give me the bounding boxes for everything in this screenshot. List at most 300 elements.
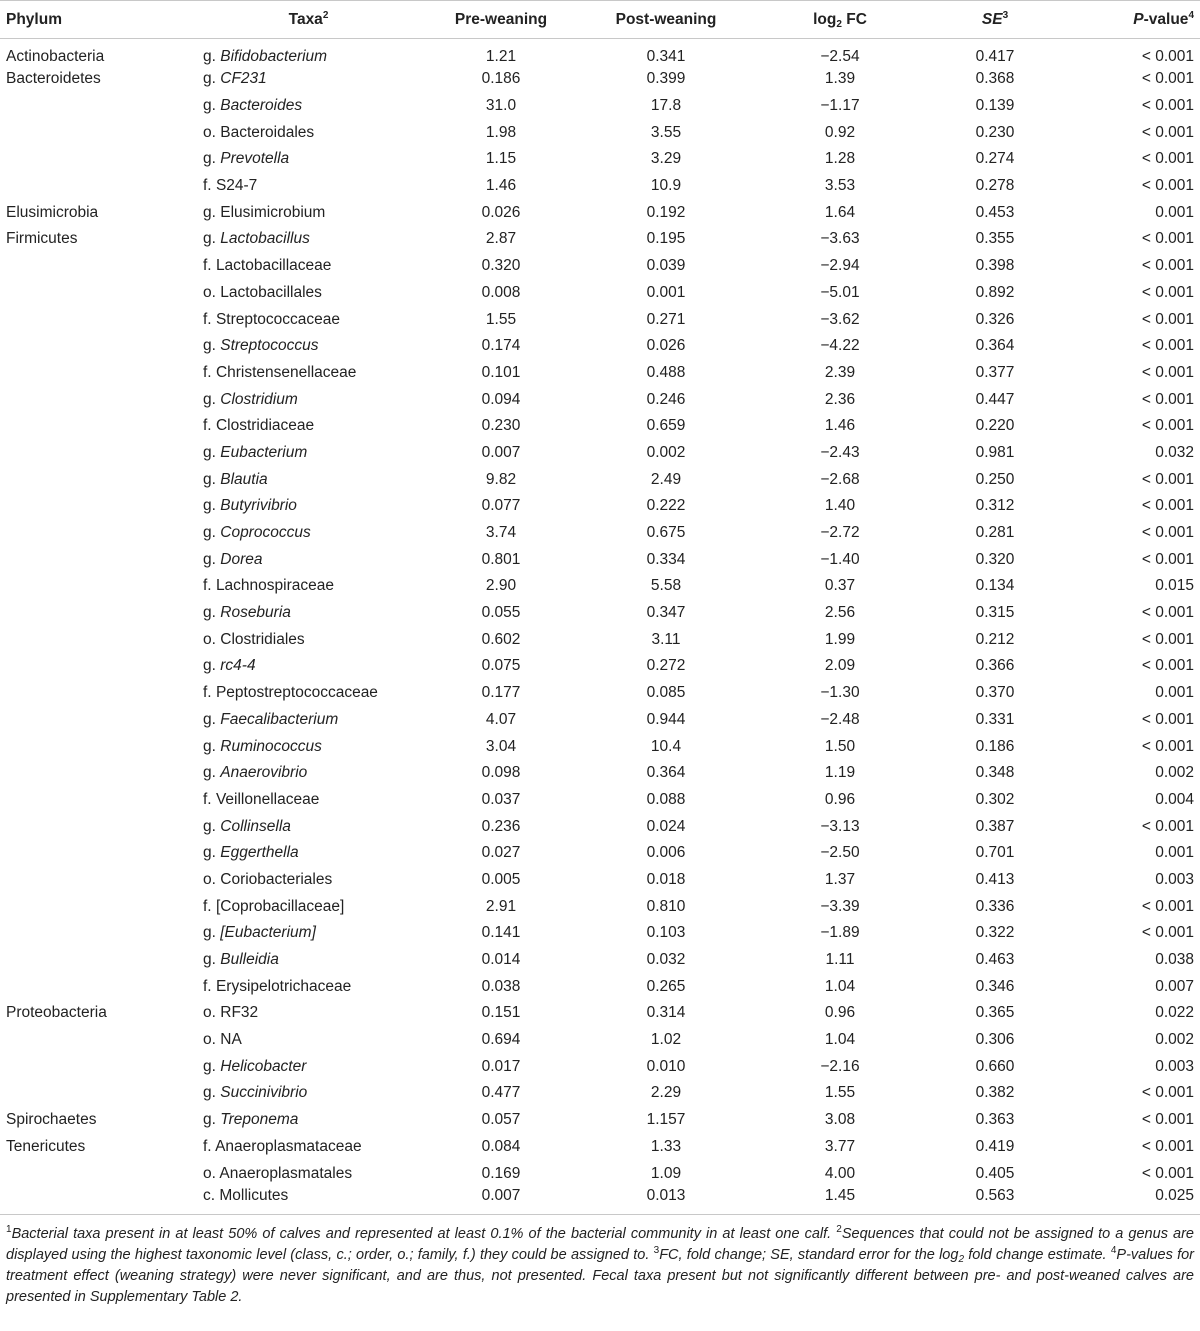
header-taxa: Taxa$^2$ xyxy=(197,1,420,39)
cell-se: 0.186 xyxy=(975,737,1015,755)
cell-taxa: g. Blautia xyxy=(203,470,268,488)
cell-pre-weaning: 0.101 xyxy=(481,363,521,381)
cell-pre-weaning: 0.007 xyxy=(481,443,521,461)
cell-phylum xyxy=(0,333,197,360)
cell-phylum xyxy=(0,360,197,387)
table-row xyxy=(0,787,1200,814)
table-row xyxy=(0,1160,1200,1187)
cell-post-weaning: 1.09 xyxy=(650,1164,682,1182)
cell-se: 0.413 xyxy=(975,870,1015,888)
table-row xyxy=(0,973,1200,1000)
cell-phylum xyxy=(0,306,197,333)
cell-taxa: g. Roseburia xyxy=(203,604,291,622)
cell-phylum xyxy=(0,840,197,867)
cell-phylum xyxy=(0,867,197,894)
cell-se: 0.398 xyxy=(975,257,1015,275)
cell-log2-fc: 1.45 xyxy=(824,1187,856,1205)
cell-pre-weaning: 0.084 xyxy=(481,1137,521,1155)
cell-p-value: < 0.001 xyxy=(1141,710,1194,728)
cell-phylum xyxy=(0,626,197,653)
cell-se: 0.419 xyxy=(975,1137,1015,1155)
cell-pre-weaning: 2.91 xyxy=(485,897,517,915)
cell-p-value: < 0.001 xyxy=(1141,150,1194,168)
cell-phylum xyxy=(0,573,197,600)
cell-taxa: g. Clostridium xyxy=(203,390,298,408)
cell-log2-fc: −2.72 xyxy=(820,524,860,542)
cell-post-weaning: 0.272 xyxy=(646,657,686,675)
cell-taxa: f. Anaeroplasmataceae xyxy=(203,1137,362,1155)
cell-p-value: 0.022 xyxy=(1155,1004,1194,1022)
cell-phylum xyxy=(0,1053,197,1080)
cell-p-value: < 0.001 xyxy=(1141,604,1194,622)
cell-log2-fc: −2.16 xyxy=(820,1057,860,1075)
header-pre-weaning: Pre-weaning xyxy=(420,1,582,39)
cell-pre-weaning: 2.90 xyxy=(485,577,517,595)
cell-pre-weaning: 1.21 xyxy=(485,48,517,65)
cell-log2-fc: −3.62 xyxy=(820,310,860,328)
cell-taxa: o. NA xyxy=(203,1031,242,1049)
cell-log2-fc: −2.43 xyxy=(820,443,860,461)
cell-pre-weaning: 3.74 xyxy=(485,524,517,542)
cell-log2-fc: 0.37 xyxy=(824,577,856,595)
table-row xyxy=(0,93,1200,120)
cell-log2-fc: 1.19 xyxy=(824,764,856,782)
cell-log2-fc: 1.04 xyxy=(824,977,856,995)
cell-p-value: 0.001 xyxy=(1155,684,1194,702)
cell-phylum xyxy=(0,546,197,573)
cell-post-weaning: 0.364 xyxy=(646,764,686,782)
cell-phylum xyxy=(0,680,197,707)
cell-phylum xyxy=(0,520,197,547)
cell-taxa: g. Helicobacter xyxy=(203,1057,307,1075)
cell-phylum xyxy=(0,707,197,734)
cell-se: 0.302 xyxy=(975,790,1015,808)
table-row xyxy=(0,1027,1200,1054)
cell-log2-fc: 1.40 xyxy=(824,497,856,515)
cell-p-value: 0.025 xyxy=(1155,1187,1194,1205)
cell-pre-weaning: 0.169 xyxy=(481,1164,521,1182)
cell-pre-weaning: 1.15 xyxy=(485,150,517,168)
table-row xyxy=(0,1187,1200,1214)
cell-se: 0.368 xyxy=(975,70,1015,88)
footnote-3: FC, fold change; SE, standard error for the $\log_2$ fold change estimate. xyxy=(659,1246,1111,1265)
cell-se: 0.453 xyxy=(975,203,1015,221)
table-row xyxy=(0,146,1200,173)
cell-post-weaning: 0.002 xyxy=(646,443,686,461)
table-row xyxy=(0,466,1200,493)
cell-p-value: < 0.001 xyxy=(1141,283,1194,301)
cell-post-weaning: 0.088 xyxy=(646,790,686,808)
table-row xyxy=(0,306,1200,333)
cell-phylum xyxy=(0,386,197,413)
cell-se: 0.250 xyxy=(975,470,1015,488)
cell-log2-fc: 4.00 xyxy=(824,1164,856,1182)
cell-pre-weaning: 4.07 xyxy=(485,710,517,728)
table-row xyxy=(0,626,1200,653)
cell-taxa: f. Peptostreptococcaceae xyxy=(203,684,378,702)
cell-p-value: < 0.001 xyxy=(1141,390,1194,408)
cell-se: 0.312 xyxy=(975,497,1015,515)
cell-se: 0.370 xyxy=(975,684,1015,702)
table-row xyxy=(0,199,1200,226)
cell-phylum xyxy=(0,413,197,440)
table-footnotes: $^1$Bacterial taxa present in at least 50% of calves and represented at least 0.1% of the bacterial community in at least one calf. $^2$Sequences that could not be assigned to a genus are displayed using the highest taxonomic level (class, c.; order, o.; family, f.) they could be assigned to. $^3$FC, fold change; SE, standard error for the $\log_2$ fold change estimate. $^4$P-values for treatment effect (weaning strategy) were never significant, and are thus, not presented. Fecal taxa present but not significantly different between pre- and post-weaned calves are presented in Supplementary Table 2. xyxy=(6,1223,1195,1305)
cell-phylum: Tenericutes xyxy=(6,1137,86,1155)
cell-post-weaning: 0.103 xyxy=(646,924,686,942)
cell-p-value: < 0.001 xyxy=(1141,417,1194,435)
cell-phylum xyxy=(0,466,197,493)
cell-taxa: g. Bulleidia xyxy=(203,951,279,969)
cell-phylum xyxy=(0,93,197,120)
cell-pre-weaning: 31.0 xyxy=(485,97,517,115)
cell-post-weaning: 0.341 xyxy=(646,48,686,65)
cell-log2-fc: 1.28 xyxy=(824,150,856,168)
table-row xyxy=(0,813,1200,840)
cell-log2-fc: 0.96 xyxy=(824,790,856,808)
table-row xyxy=(0,39,1200,67)
cell-pre-weaning: 1.46 xyxy=(485,177,517,195)
cell-taxa: g. Bacteroides xyxy=(203,97,303,115)
cell-post-weaning: 0.024 xyxy=(646,817,686,835)
cell-pre-weaning: 0.075 xyxy=(481,657,521,675)
cell-phylum xyxy=(0,600,197,627)
cell-pre-weaning: 0.230 xyxy=(481,417,521,435)
cell-pre-weaning: 0.038 xyxy=(481,977,521,995)
cell-p-value: 0.002 xyxy=(1155,1031,1194,1049)
cell-taxa: g. Bifidobacterium xyxy=(203,48,328,65)
cell-pre-weaning: 0.477 xyxy=(481,1084,521,1102)
cell-p-value: < 0.001 xyxy=(1141,97,1194,115)
cell-se: 0.417 xyxy=(975,48,1015,65)
cell-p-value: < 0.001 xyxy=(1141,310,1194,328)
cell-log2-fc: −2.50 xyxy=(820,844,860,862)
cell-p-value: < 0.001 xyxy=(1141,657,1194,675)
cell-phylum xyxy=(0,146,197,173)
cell-se: 0.278 xyxy=(975,177,1015,195)
cell-post-weaning: 0.347 xyxy=(646,604,686,622)
cell-p-value: 0.038 xyxy=(1155,951,1194,969)
cell-se: 0.363 xyxy=(975,1111,1015,1129)
table-body xyxy=(0,39,1200,1214)
cell-post-weaning: 0.488 xyxy=(646,363,686,381)
cell-p-value: < 0.001 xyxy=(1141,177,1194,195)
cell-log2-fc: −3.63 xyxy=(820,230,860,248)
cell-phylum xyxy=(0,280,197,307)
cell-log2-fc: −1.89 xyxy=(820,924,860,942)
cell-pre-weaning: 1.98 xyxy=(485,123,517,141)
cell-pre-weaning: 0.057 xyxy=(481,1111,521,1129)
cell-pre-weaning: 1.55 xyxy=(485,310,517,328)
table-row xyxy=(0,493,1200,520)
table-row xyxy=(0,893,1200,920)
footnote-4: P-values for treatment effect (weaning strategy) were never significant, and are thus, not presented. Fecal taxa present but not significantly different between pre- and post-weaned calves are presented in Supplementary Table 2. xyxy=(6,1246,1195,1305)
cell-p-value: 0.007 xyxy=(1155,977,1194,995)
cell-p-value: 0.015 xyxy=(1155,577,1194,595)
cell-pre-weaning: 2.87 xyxy=(485,230,517,248)
cell-post-weaning: 3.11 xyxy=(651,630,681,648)
cell-log2-fc: 2.56 xyxy=(824,604,856,622)
cell-taxa: f. Clostridiaceae xyxy=(203,417,315,435)
cell-post-weaning: 0.944 xyxy=(646,710,686,728)
cell-log2-fc: 1.99 xyxy=(824,630,856,648)
header-p-value: P-value$^4$ xyxy=(1060,1,1200,39)
cell-log2-fc: −5.01 xyxy=(820,283,860,301)
cell-phylum xyxy=(0,173,197,200)
cell-log2-fc: 0.96 xyxy=(824,1004,856,1022)
cell-post-weaning: 0.039 xyxy=(646,257,686,275)
table-row xyxy=(0,653,1200,680)
cell-se: 0.387 xyxy=(975,817,1015,835)
cell-log2-fc: 2.39 xyxy=(824,363,856,381)
table-row xyxy=(0,413,1200,440)
cell-se: 0.365 xyxy=(975,1004,1015,1022)
cell-log2-fc: 1.39 xyxy=(824,70,856,88)
cell-post-weaning: 3.29 xyxy=(650,150,682,168)
cell-taxa: o. Anaeroplasmatales xyxy=(203,1164,353,1182)
cell-p-value: < 0.001 xyxy=(1141,70,1194,88)
cell-taxa: f. Christensenellaceae xyxy=(203,363,357,381)
cell-se: 0.274 xyxy=(975,150,1015,168)
cell-taxa: o. Lactobacillales xyxy=(203,283,322,301)
cell-post-weaning: 1.02 xyxy=(650,1031,682,1049)
cell-phylum: Bacteroidetes xyxy=(6,70,101,88)
cell-phylum xyxy=(0,920,197,947)
table-row xyxy=(0,920,1200,947)
cell-pre-weaning: 0.098 xyxy=(481,764,521,782)
cell-se: 0.701 xyxy=(975,844,1015,862)
cell-p-value: 0.032 xyxy=(1155,443,1194,461)
cell-post-weaning: 2.49 xyxy=(650,470,682,488)
table-row xyxy=(0,733,1200,760)
cell-post-weaning: 0.006 xyxy=(646,844,686,862)
table-row xyxy=(0,680,1200,707)
cell-phylum xyxy=(0,653,197,680)
cell-taxa: o. Bacteroidales xyxy=(203,123,315,141)
cell-post-weaning: 0.399 xyxy=(646,70,686,88)
cell-se: 0.220 xyxy=(975,417,1015,435)
cell-log2-fc: −1.17 xyxy=(820,97,860,115)
cell-pre-weaning: 0.037 xyxy=(481,790,521,808)
cell-post-weaning: 3.55 xyxy=(650,123,682,141)
cell-taxa: g. Butyrivibrio xyxy=(203,497,297,515)
cell-post-weaning: 17.8 xyxy=(650,97,682,115)
table-row xyxy=(0,947,1200,974)
cell-pre-weaning: 0.801 xyxy=(481,550,521,568)
cell-se: 0.320 xyxy=(975,550,1015,568)
cell-se: 0.322 xyxy=(975,924,1015,942)
cell-taxa: g. Dorea xyxy=(203,550,263,568)
cell-taxa: g. Treponema xyxy=(203,1111,299,1129)
cell-taxa: f. Streptococcaceae xyxy=(203,310,341,328)
cell-log2-fc: −1.30 xyxy=(820,684,860,702)
cell-pre-weaning: 0.694 xyxy=(481,1031,521,1049)
cell-se: 0.463 xyxy=(975,951,1015,969)
cell-p-value: < 0.001 xyxy=(1141,337,1194,355)
cell-log2-fc: −2.48 xyxy=(820,710,860,728)
cell-taxa: g. Coprococcus xyxy=(203,524,311,542)
cell-post-weaning: 0.013 xyxy=(646,1187,686,1205)
cell-pre-weaning: 9.82 xyxy=(485,470,517,488)
cell-log2-fc: 1.64 xyxy=(824,203,856,221)
cell-phylum xyxy=(0,1080,197,1107)
cell-se: 0.331 xyxy=(975,710,1015,728)
table-row xyxy=(0,280,1200,307)
cell-p-value: < 0.001 xyxy=(1141,737,1194,755)
footnote-2: Sequences that could not be assigned to a genus are displayed using the highest taxonomic level (class, c.; order, o.; family, f.) they could be assigned to. xyxy=(6,1225,1194,1263)
table-row xyxy=(0,760,1200,787)
cell-log2-fc: 0.92 xyxy=(824,123,856,141)
footnote-1: Bacterial taxa present in at least 50% of calves and represented at least 0.1% of the bacterial community in at least one calf. xyxy=(11,1225,837,1242)
cell-p-value: 0.004 xyxy=(1155,790,1194,808)
cell-se: 0.315 xyxy=(975,604,1015,622)
cell-p-value: 0.003 xyxy=(1155,870,1194,888)
cell-p-value: 0.001 xyxy=(1155,203,1194,221)
table-row xyxy=(0,1080,1200,1107)
cell-pre-weaning: 0.005 xyxy=(481,870,521,888)
cell-post-weaning: 0.026 xyxy=(646,337,686,355)
header-log2-fc: $\log_2$ FC xyxy=(750,1,930,39)
cell-p-value: < 0.001 xyxy=(1141,524,1194,542)
table-row xyxy=(0,226,1200,253)
table-row xyxy=(0,119,1200,146)
cell-phylum xyxy=(0,787,197,814)
cell-se: 0.405 xyxy=(975,1164,1015,1182)
cell-log2-fc: −2.94 xyxy=(820,257,860,275)
cell-log2-fc: 1.37 xyxy=(824,870,856,888)
cell-p-value: < 0.001 xyxy=(1141,48,1194,65)
cell-taxa: o. RF32 xyxy=(203,1004,259,1022)
cell-p-value: < 0.001 xyxy=(1141,470,1194,488)
cell-phylum: Firmicutes xyxy=(6,230,78,248)
cell-log2-fc: 1.11 xyxy=(825,951,855,969)
table-row xyxy=(0,333,1200,360)
cell-se: 0.355 xyxy=(975,230,1015,248)
cell-log2-fc: −4.22 xyxy=(820,337,860,355)
cell-log2-fc: 2.36 xyxy=(824,390,856,408)
cell-pre-weaning: 0.236 xyxy=(481,817,521,835)
cell-pre-weaning: 0.141 xyxy=(481,924,521,942)
cell-taxa: g. Eubacterium xyxy=(203,443,308,461)
cell-taxa: f. [Coprobacillaceae] xyxy=(203,897,345,915)
cell-phylum xyxy=(0,973,197,1000)
cell-phylum: Proteobacteria xyxy=(6,1004,107,1022)
cell-se: 0.348 xyxy=(975,764,1015,782)
cell-taxa: g. rc4-4 xyxy=(203,657,256,675)
cell-phylum: Actinobacteria xyxy=(6,48,105,65)
cell-p-value: < 0.001 xyxy=(1141,630,1194,648)
cell-post-weaning: 0.010 xyxy=(646,1057,686,1075)
cell-phylum xyxy=(0,253,197,280)
cell-post-weaning: 0.659 xyxy=(646,417,686,435)
cell-taxa: g. Eggerthella xyxy=(203,844,299,862)
table-row xyxy=(0,173,1200,200)
cell-p-value: < 0.001 xyxy=(1141,123,1194,141)
cell-log2-fc: 3.77 xyxy=(824,1137,856,1155)
cell-pre-weaning: 0.027 xyxy=(481,844,521,862)
cell-pre-weaning: 0.007 xyxy=(481,1187,521,1205)
table-row xyxy=(0,386,1200,413)
table-row xyxy=(0,520,1200,547)
cell-log2-fc: 1.55 xyxy=(824,1084,856,1102)
table-row xyxy=(0,600,1200,627)
cell-post-weaning: 0.085 xyxy=(646,684,686,702)
cell-taxa: g. Anaerovibrio xyxy=(203,764,308,782)
cell-post-weaning: 0.246 xyxy=(646,390,686,408)
cell-se: 0.382 xyxy=(975,1084,1015,1102)
cell-taxa: f. Lactobacillaceae xyxy=(203,257,332,275)
table-row xyxy=(0,840,1200,867)
cell-phylum xyxy=(0,813,197,840)
table-row xyxy=(0,440,1200,467)
cell-log2-fc: 1.46 xyxy=(824,417,856,435)
cell-se: 0.134 xyxy=(975,577,1015,595)
table-row xyxy=(0,253,1200,280)
cell-se: 0.981 xyxy=(975,443,1015,461)
cell-pre-weaning: 0.094 xyxy=(481,390,521,408)
cell-se: 0.139 xyxy=(975,97,1015,115)
cell-phylum xyxy=(0,493,197,520)
cell-p-value: < 0.001 xyxy=(1141,363,1194,381)
cell-pre-weaning: 0.320 xyxy=(481,257,521,275)
cell-se: 0.447 xyxy=(975,390,1015,408)
table-row xyxy=(0,1107,1200,1134)
cell-log2-fc: 3.53 xyxy=(824,177,856,195)
cell-log2-fc: 2.09 xyxy=(824,657,856,675)
cell-se: 0.306 xyxy=(975,1031,1015,1049)
cell-se: 0.230 xyxy=(975,123,1015,141)
cell-post-weaning: 0.032 xyxy=(646,951,686,969)
cell-pre-weaning: 0.055 xyxy=(481,604,521,622)
cell-se: 0.892 xyxy=(975,283,1015,301)
cell-p-value: < 0.001 xyxy=(1141,817,1194,835)
cell-taxa: f. Erysipelotrichaceae xyxy=(203,977,352,995)
cell-se: 0.281 xyxy=(975,524,1015,542)
cell-pre-weaning: 0.017 xyxy=(481,1057,521,1075)
cell-phylum xyxy=(0,1187,197,1214)
cell-taxa: g. CF231 xyxy=(203,70,267,88)
cell-pre-weaning: 0.151 xyxy=(481,1004,521,1022)
header-phylum: Phylum xyxy=(0,1,197,39)
cell-log2-fc: 3.08 xyxy=(824,1111,856,1129)
cell-pre-weaning: 0.008 xyxy=(481,283,521,301)
cell-pre-weaning: 0.026 xyxy=(481,203,521,221)
cell-phylum xyxy=(0,893,197,920)
cell-post-weaning: 0.810 xyxy=(646,897,686,915)
header-post-weaning: Post-weaning xyxy=(582,1,750,39)
table-row xyxy=(0,546,1200,573)
cell-post-weaning: 5.58 xyxy=(650,577,682,595)
cell-taxa: o. Clostridiales xyxy=(203,630,305,648)
cell-se: 0.660 xyxy=(975,1057,1015,1075)
table-row xyxy=(0,360,1200,387)
cell-taxa: g. Collinsella xyxy=(203,817,291,835)
cell-post-weaning: 0.265 xyxy=(646,977,686,995)
cell-pre-weaning: 3.04 xyxy=(485,737,517,755)
cell-se: 0.326 xyxy=(975,310,1015,328)
table-row xyxy=(0,707,1200,734)
cell-phylum xyxy=(0,440,197,467)
cell-pre-weaning: 0.014 xyxy=(481,951,521,969)
cell-taxa: g. Lactobacillus xyxy=(203,230,310,248)
cell-taxa: g. Ruminococcus xyxy=(203,737,322,755)
table-row xyxy=(0,867,1200,894)
cell-p-value: < 0.001 xyxy=(1141,257,1194,275)
header-row xyxy=(0,1,1200,39)
cell-p-value: < 0.001 xyxy=(1141,897,1194,915)
cell-post-weaning: 0.001 xyxy=(646,283,686,301)
cell-post-weaning: 0.675 xyxy=(646,524,686,542)
cell-pre-weaning: 0.174 xyxy=(481,337,521,355)
